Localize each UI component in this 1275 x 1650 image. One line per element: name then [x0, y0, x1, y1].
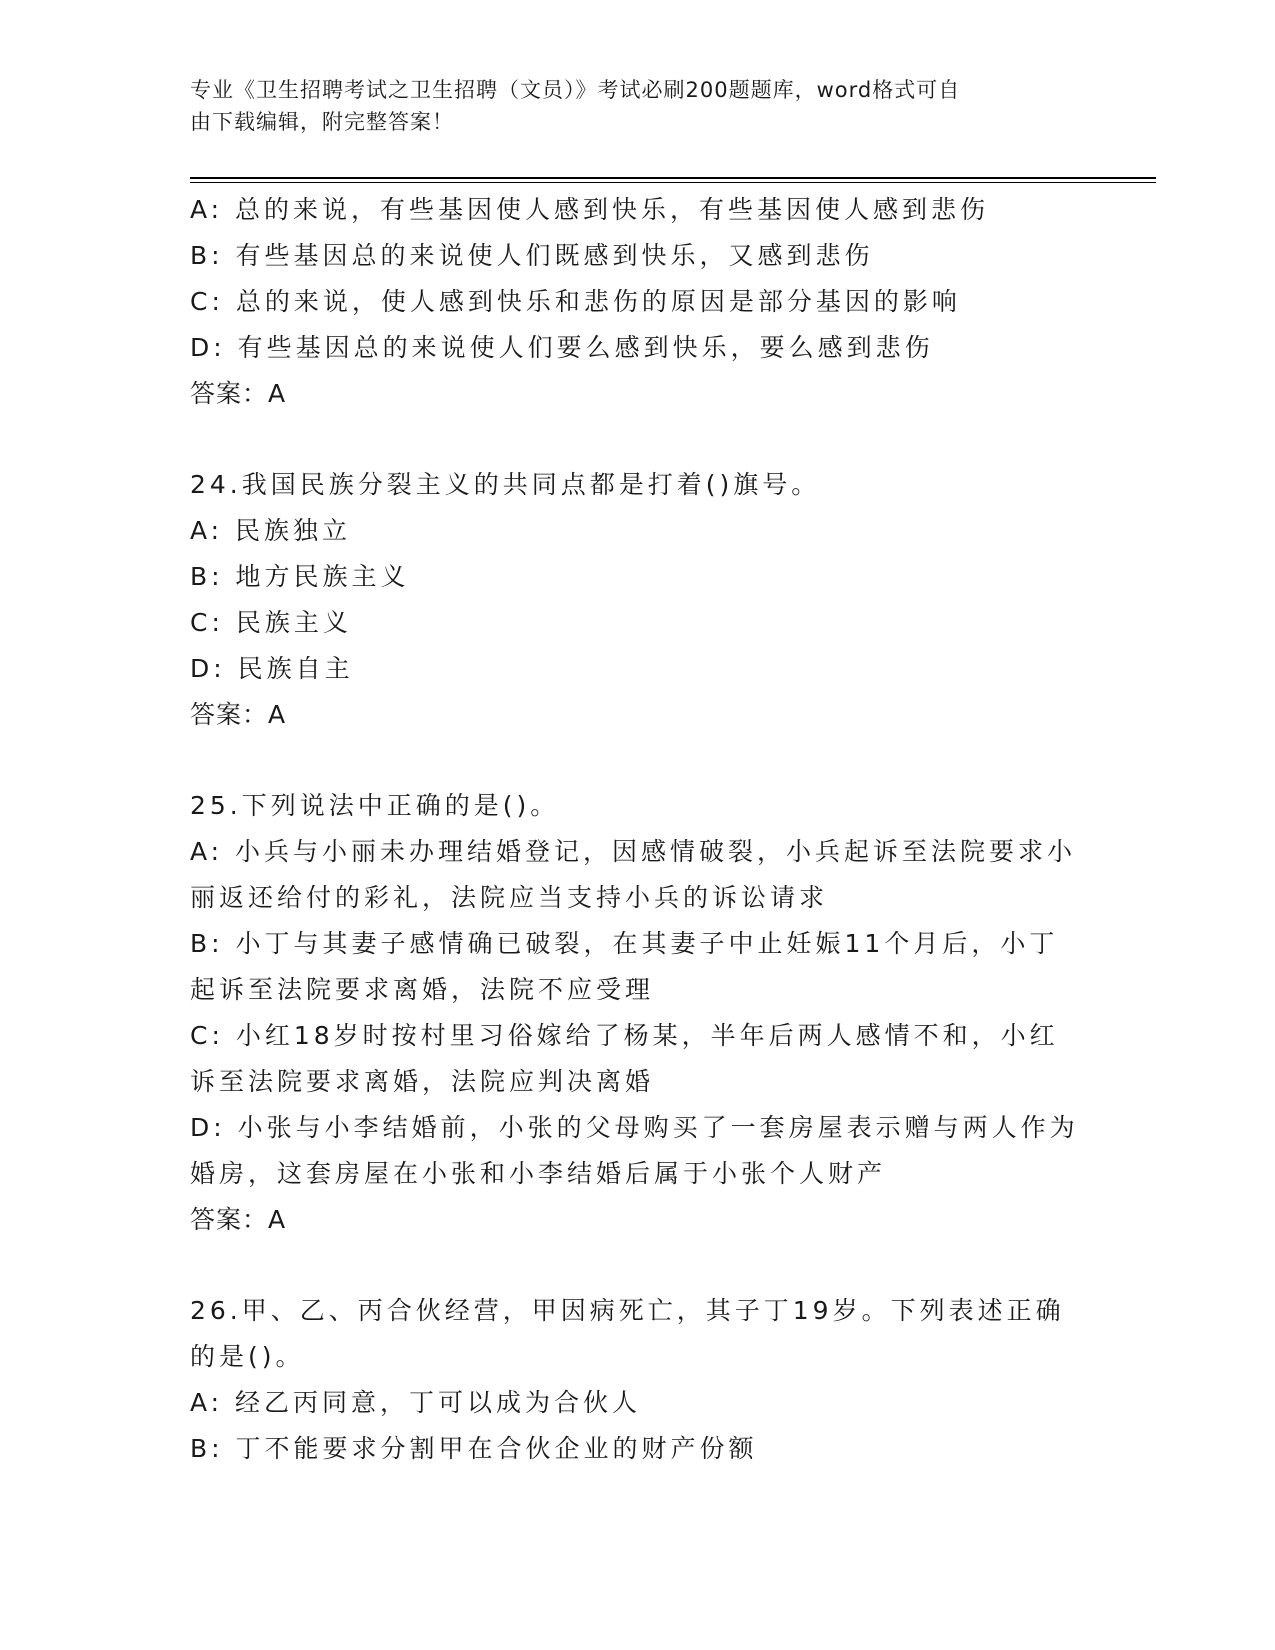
q23-option-c: C: 总的来说，使人感到快乐和悲伤的原因是部分基因的影响	[190, 287, 961, 316]
q23-answer: 答案：A	[190, 379, 287, 408]
q26-question-line-2: 的是()。	[190, 1342, 305, 1371]
block-spacer	[190, 738, 1090, 783]
q26-option-b: B: 丁不能要求分割甲在合伙企业的财产份额	[190, 1434, 758, 1463]
q24-option-b: B: 地方民族主义	[190, 562, 410, 591]
q23-option-d: D: 有些基因总的来说使人们要么感到快乐，要么感到悲伤	[190, 333, 934, 362]
header-divider-thin	[190, 182, 1156, 183]
q24-option-d: D: 民族自主	[190, 654, 354, 683]
q25-question: 25.下列说法中正确的是()。	[190, 791, 560, 820]
q25-option-b-line-1: B: 小丁与其妻子感情确已破裂，在其妻子中止妊娠11个月后，小丁	[190, 929, 1059, 958]
q25-option-b-line-2: 起诉至法院要求离婚，法院不应受理	[190, 975, 655, 1004]
document-header	[190, 74, 1090, 138]
q24-option-c: C: 民族主义	[190, 608, 352, 637]
question-block-25	[190, 783, 1090, 1243]
question-block-24	[190, 462, 1090, 738]
header-title-line-1: 专业《卫生招聘考试之卫生招聘（文员）》考试必刷200题题库，word格式可自	[190, 78, 961, 102]
block-spacer	[190, 417, 1090, 462]
q24-answer: 答案：A	[190, 700, 287, 729]
q25-option-a-line-1: A: 小兵与小丽未办理结婚登记，因感情破裂，小兵起诉至法院要求小	[190, 837, 1077, 866]
q24-question: 24.我国民族分裂主义的共同点都是打着()旗号。	[190, 470, 821, 499]
q25-option-d-line-1: D: 小张与小李结婚前，小张的父母购买了一套房屋表示赠与两人作为	[190, 1113, 1079, 1142]
q25-option-a-line-2: 丽返还给付的彩礼，法院应当支持小兵的诉讼请求	[190, 883, 829, 912]
q25-option-c-line-2: 诉至法院要求离婚，法院应判决离婚	[190, 1067, 655, 1096]
header-title-line-2: 由下载编辑，附完整答案！	[190, 110, 454, 134]
block-spacer	[190, 1243, 1090, 1288]
document-body	[190, 187, 1090, 1472]
q25-option-d-line-2: 婚房，这套房屋在小张和小李结婚后属于小张个人财产	[190, 1159, 887, 1188]
q26-question-line-1: 26.甲、乙、丙合伙经营，甲因病死亡，其子丁19岁。下列表述正确	[190, 1296, 1065, 1325]
q26-option-a: A: 经乙丙同意，丁可以成为合伙人	[190, 1388, 642, 1417]
q25-answer: 答案：A	[190, 1205, 287, 1234]
q23-option-b: B: 有些基因总的来说使人们既感到快乐，又感到悲伤	[190, 241, 874, 270]
question-block-23	[190, 187, 1090, 417]
q24-option-a: A: 民族独立	[190, 516, 352, 545]
q23-option-a: A: 总的来说，有些基因使人感到快乐，有些基因使人感到悲伤	[190, 195, 990, 224]
header-divider-thick	[190, 177, 1156, 179]
question-block-26	[190, 1288, 1090, 1472]
q25-option-c-line-1: C: 小红18岁时按村里习俗嫁给了杨某，半年后两人感情不和，小红	[190, 1021, 1059, 1050]
